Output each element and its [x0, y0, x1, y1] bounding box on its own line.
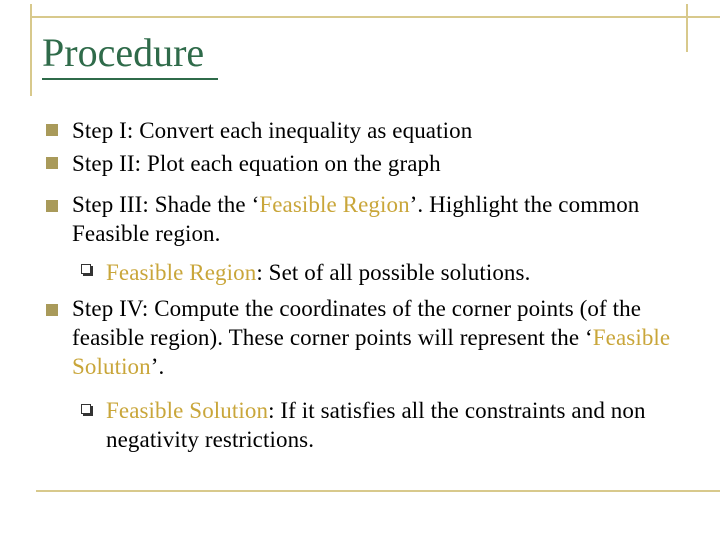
left-divider	[30, 4, 32, 96]
top-divider	[30, 16, 720, 18]
feasible-region-term: Feasible Region	[106, 260, 257, 285]
step-3-text-start: Step III: Shade the ‘	[72, 192, 260, 217]
step-4-text-start: Step IV: Compute the coordinates of the corner points (of the feasible region). These corner points will represent the ‘	[72, 296, 642, 350]
bottom-divider	[36, 490, 720, 492]
square-bullet-icon	[46, 124, 58, 136]
list-item-step-2: Step II: Plot each equation on the graph	[72, 151, 441, 176]
square-bullet-icon	[46, 157, 58, 169]
step-3-text-end: ’. Highlight the common Feasible region.	[72, 192, 640, 246]
slide-title: Procedure	[42, 30, 205, 75]
square-bullet-icon	[46, 200, 58, 212]
list-item-step-1: Step I: Convert each inequality as equation	[72, 118, 473, 143]
list-item-step-3	[72, 190, 672, 248]
feasible-region-definition: : Set of all possible solutions.	[256, 260, 531, 285]
feasible-solution-definition: : If it satisfies all the constraints and non negativity restrictions.	[106, 398, 646, 452]
step-4-text-end: ’.	[150, 354, 165, 379]
title-underline	[42, 78, 218, 80]
hollow-square-bullet-icon	[81, 404, 91, 414]
feasible-solution-highlight: Feasible Solution	[72, 325, 671, 379]
sub-item-feasible-region	[106, 258, 530, 287]
feasible-solution-term: Feasible Solution	[106, 398, 269, 423]
square-bullet-icon	[46, 304, 58, 316]
list-item-step-4	[72, 294, 692, 381]
feasible-region-highlight: Feasible Region	[259, 192, 410, 217]
right-divider	[686, 4, 688, 52]
sub-item-feasible-solution	[106, 396, 696, 454]
hollow-square-bullet-icon	[81, 264, 91, 274]
